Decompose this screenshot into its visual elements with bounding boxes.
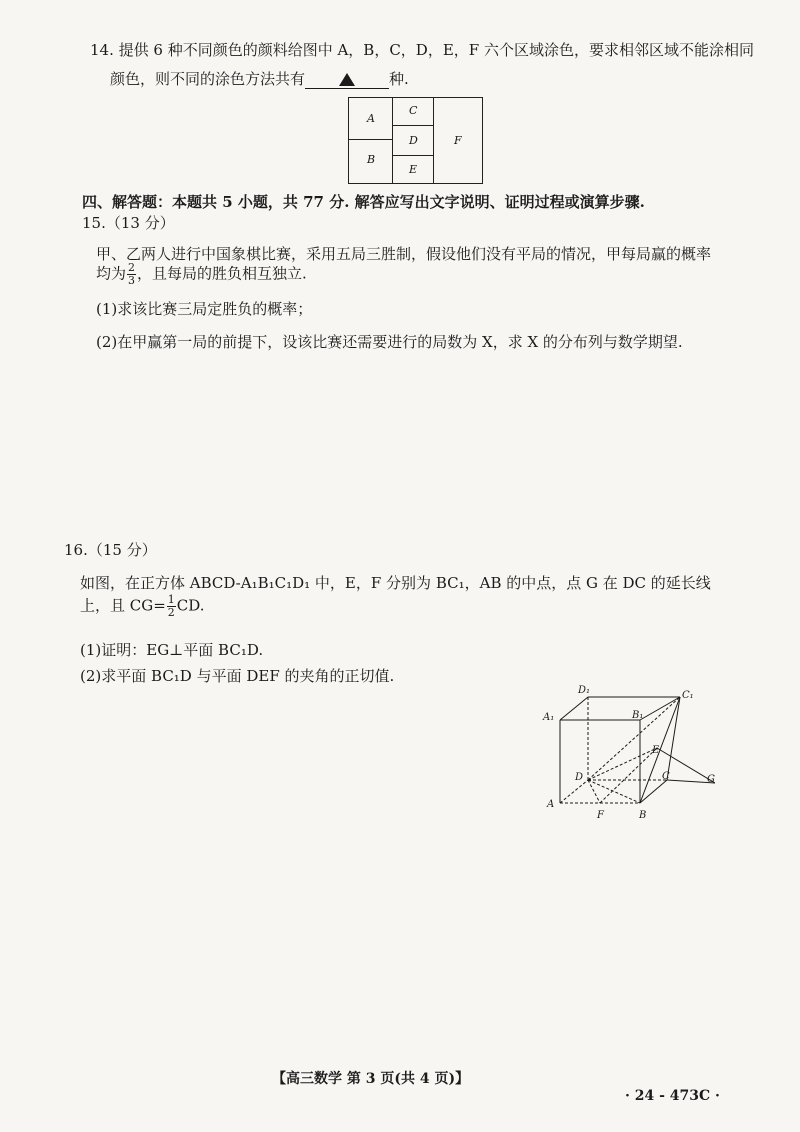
region-divider	[392, 125, 434, 126]
q15-line2-pre: 均为	[96, 264, 127, 283]
q16-header: 16.（15 分）	[64, 541, 157, 559]
q16-line2-post: CD.	[176, 596, 205, 615]
label-a: A	[547, 799, 555, 810]
q15-line1: 甲、乙两人进行中国象棋比赛，采用五局三胜制，假设他们没有平局的情况，甲每局赢的概率	[96, 245, 712, 263]
label-c1: C₁	[682, 690, 694, 701]
edge-a1d1	[560, 697, 588, 720]
label-g: G	[707, 774, 715, 785]
region-label-f: F	[454, 134, 462, 147]
region-divider	[433, 97, 434, 184]
fraction	[167, 594, 176, 619]
fraction-numerator: 2	[128, 261, 136, 274]
edge-de	[588, 748, 657, 780]
region-divider	[392, 155, 434, 156]
q15-line2-post: ，且每局的胜负相互独立.	[137, 264, 307, 283]
page-code: · 24 - 473C ·	[625, 1088, 720, 1104]
q15-part2: (2)在甲赢第一局的前提下，设该比赛还需要进行的局数为 X，求 X 的分布列与数学期望.	[96, 333, 683, 351]
edge-ad	[560, 780, 588, 803]
region-label-e: E	[409, 163, 418, 176]
q15-header: 15.（13 分）	[82, 214, 175, 232]
edge-db	[588, 780, 640, 803]
region-divider	[348, 139, 393, 140]
triangle-icon	[339, 73, 355, 86]
q16-line1: 如图，在正方体 ABCD-A₁B₁C₁D₁ 中，E，F 分别为 BC₁，AB 的中点，点 G 在 DC 的延长线	[80, 574, 711, 592]
region-label-a: A	[367, 112, 375, 125]
q15-line2	[96, 262, 307, 287]
label-a1: A₁	[543, 712, 555, 723]
region-label-c: C	[409, 104, 418, 117]
label-b: B	[639, 810, 647, 821]
q16-part1: (1)证明：EG⊥平面 BC₁D.	[80, 641, 264, 659]
cube-figure	[535, 680, 715, 825]
label-d1: D₁	[578, 685, 591, 696]
region-label-b: B	[367, 153, 376, 166]
label-f: F	[597, 810, 604, 821]
edge-df	[588, 780, 600, 803]
fraction-denominator: 2	[167, 606, 175, 619]
edge-cc1	[667, 697, 680, 780]
q14-line1: 14. 提供 6 种不同颜色的颜料给图中 A，B，C，D，E，F 六个区域涂色，要求相邻区域不能涂相同	[90, 41, 754, 59]
edge-b1c1	[640, 697, 680, 720]
fraction-numerator: 1	[167, 593, 175, 606]
label-b1: B₁	[632, 710, 644, 721]
fraction	[127, 262, 136, 287]
label-d: D	[575, 772, 584, 783]
page-footer: 【高三数学 第 3 页(共 4 页)】	[272, 1071, 470, 1087]
label-c: C	[662, 771, 670, 782]
q16-part2: (2)求平面 BC₁D 与平面 DEF 的夹角的正切值.	[80, 667, 395, 685]
q15-part1: (1)求该比赛三局定胜负的概率；	[96, 300, 313, 318]
answer-blank	[305, 72, 389, 89]
section-heading: 四、解答题：本题共 5 小题，共 77 分. 解答应写出文字说明、证明过程或演算步骤.	[82, 193, 645, 211]
q16-line2	[80, 594, 205, 619]
edge-fe	[600, 748, 657, 803]
q14-line2-pre: 颜色，则不同的涂色方法共有	[110, 70, 306, 88]
label-e: E	[652, 745, 660, 756]
region-divider	[392, 97, 393, 184]
q14-line2-post: 种.	[389, 70, 409, 88]
region-label-d: D	[409, 134, 418, 147]
q14-line2	[110, 69, 409, 89]
q16-line2-pre: 上，且 CG=	[80, 596, 166, 615]
fraction-denominator: 3	[128, 274, 136, 287]
